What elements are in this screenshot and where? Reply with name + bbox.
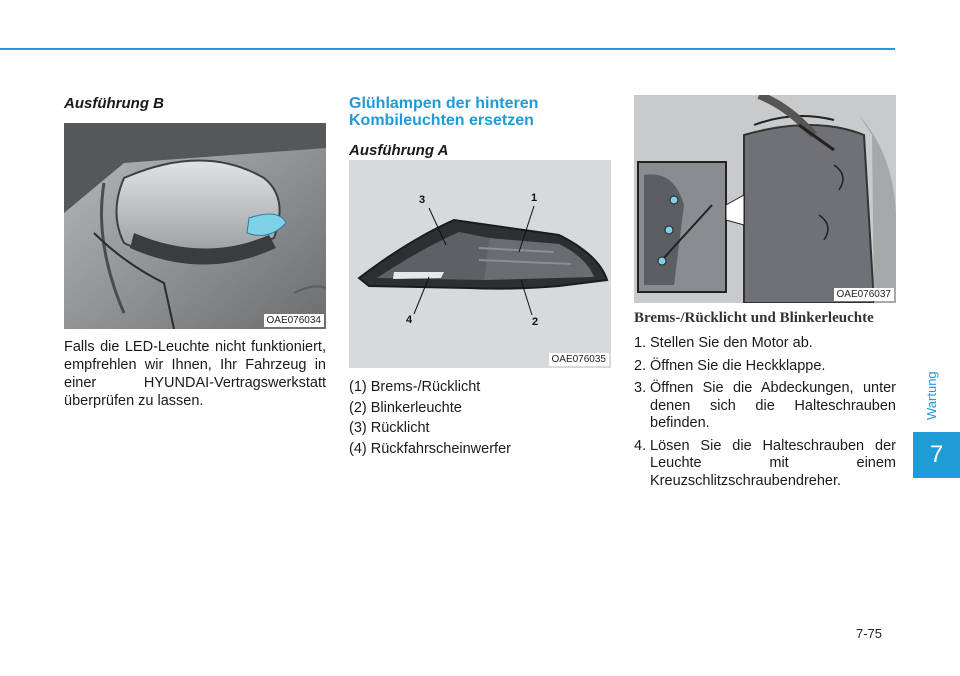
step-text: Stellen Sie den Motor ab.: [650, 335, 813, 351]
mirror-figure: [64, 123, 326, 329]
screw-figure: [634, 95, 896, 303]
step-item: [634, 380, 896, 433]
list-item: (1) Brems-/Rücklicht: [349, 379, 481, 395]
page-number: 7-75: [856, 626, 883, 641]
led-paragraph: Falls die LED-Leuchte nicht funktioniert, empfrehlen wir Ihnen, Ihr Fahrzeug in einer HYUNDAI-Vertragswerkstatt überprüfen zu lassen.: [64, 339, 326, 409]
lamp-list: [349, 377, 611, 459]
step-text: Öffnen Sie die Heckklappe.: [650, 357, 826, 374]
step-number: 4.: [634, 437, 647, 454]
column-2: [349, 95, 611, 159]
step-text: Lösen Sie die Halteschrauben der Leuchte mit einem Kreuzschlitzschraubendreher.: [650, 437, 896, 489]
section-label: Wartung: [924, 371, 939, 421]
chapter-tab: 7: [913, 432, 960, 478]
column-1: [64, 95, 326, 112]
step-item: [634, 358, 896, 376]
list-item: (2) Blinkerleuchte: [349, 399, 462, 416]
procedure-steps: [634, 335, 896, 490]
list-item: (3) Rücklicht: [349, 420, 430, 436]
step-number: 2.: [634, 357, 647, 374]
variant-b-heading: Ausführung B: [64, 95, 164, 112]
variant-a-heading: Ausführung A: [349, 142, 449, 159]
figure-code: OAE076035: [549, 353, 610, 366]
section-title: Glühlampen der hinteren Kombileuchten ersetzen: [349, 95, 539, 129]
taillight-figure: [349, 160, 611, 368]
step-number: 1.: [634, 335, 647, 351]
procedure-heading: Brems-/Rücklicht und Blinkerleuchte: [634, 310, 874, 326]
callout-2: 2: [532, 316, 539, 328]
step-text: Öffnen Sie die Abdeckungen, unter denen sich die Halteschrauben befinden.: [650, 380, 896, 431]
callout-4: 4: [406, 314, 413, 326]
header-rule: [0, 48, 895, 50]
figure-code: OAE076034: [264, 314, 325, 327]
figure-code: OAE076037: [834, 288, 895, 301]
callout-3: 3: [419, 194, 426, 206]
callout-1: 1: [531, 192, 538, 204]
step-number: 3.: [634, 380, 647, 396]
screw-illustration: [634, 95, 896, 303]
list-item: (4) Rückfahrscheinwerfer: [349, 440, 511, 457]
step-item: [634, 438, 896, 491]
taillight-illustration: [349, 160, 611, 368]
column-1-text: [64, 338, 326, 410]
column-3-text: [634, 310, 896, 495]
mirror-illustration: [64, 123, 326, 329]
step-item: [634, 335, 896, 353]
